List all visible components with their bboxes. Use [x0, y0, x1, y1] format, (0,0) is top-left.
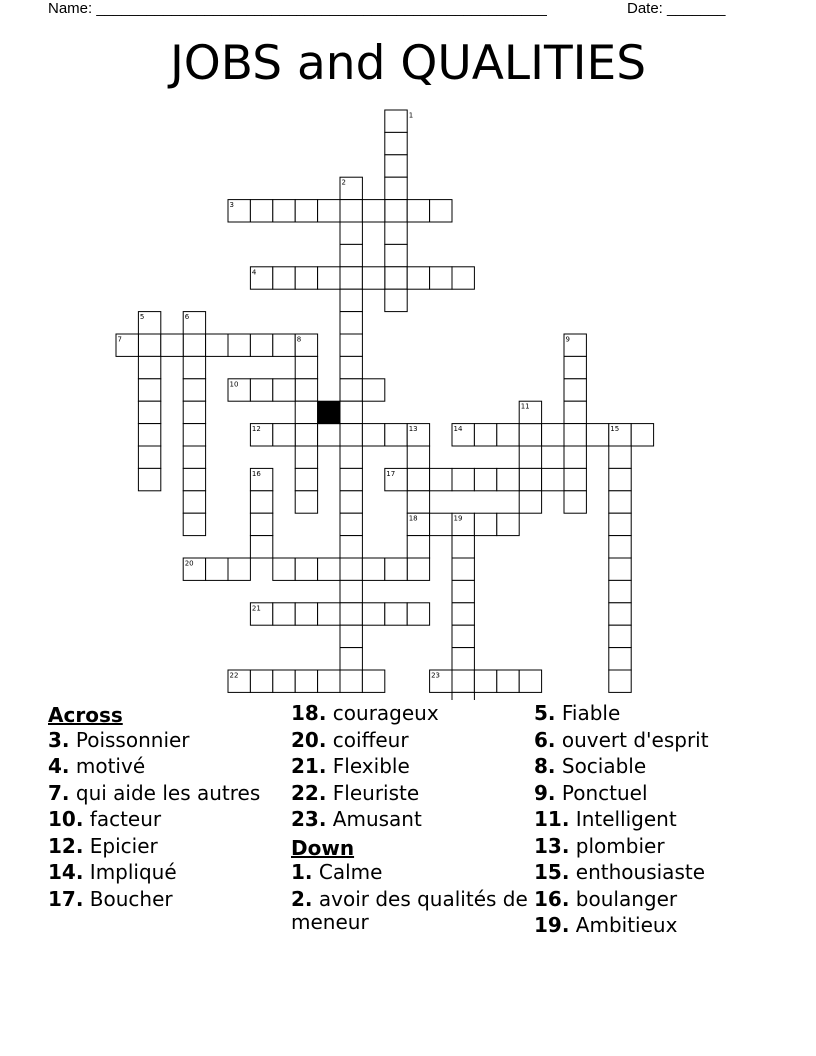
- grid-cell[interactable]: [609, 468, 631, 490]
- clue-num: 2.: [291, 886, 313, 911]
- clue-text: Sociable: [555, 754, 647, 778]
- clue-text: Boucher: [83, 886, 173, 911]
- grid-cell[interactable]: [340, 334, 362, 356]
- clue-text: enthousiaste: [569, 860, 706, 884]
- grid-cell[interactable]: [430, 468, 452, 490]
- clue-number-16: 16: [251, 469, 261, 478]
- grid-cell[interactable]: [407, 200, 429, 222]
- grid-cell[interactable]: [295, 558, 317, 580]
- grid-cell[interactable]: [609, 603, 631, 625]
- clue-text: Fleuriste: [326, 780, 420, 805]
- grid-cell[interactable]: [452, 692, 474, 700]
- clue-number-4: 4: [251, 268, 257, 277]
- clue-num: 5.: [534, 701, 556, 725]
- clue-item: [291, 861, 531, 884]
- grid-cell[interactable]: [138, 446, 160, 468]
- grid-cell[interactable]: [295, 379, 317, 401]
- grid-cell[interactable]: [250, 334, 272, 356]
- grid-cell[interactable]: [273, 424, 295, 446]
- clue-column-2: [291, 702, 531, 937]
- grid-cell[interactable]: [609, 513, 631, 535]
- clue-text: Ponctuel: [555, 780, 648, 805]
- grid-cell[interactable]: [609, 491, 631, 513]
- clue-item: [534, 861, 774, 884]
- clue-text: avoir des qualités de meneur: [291, 886, 528, 934]
- grid-cell[interactable]: [474, 670, 496, 692]
- grid-cell[interactable]: [340, 625, 362, 647]
- grid-cell[interactable]: [497, 424, 519, 446]
- grid-cell[interactable]: [295, 491, 317, 513]
- grid-cell[interactable]: [452, 670, 474, 692]
- clue-item: [534, 888, 774, 911]
- clue-text: Fiable: [555, 701, 621, 725]
- grid-cell[interactable]: [250, 536, 272, 558]
- grid-cell[interactable]: [474, 513, 496, 535]
- grid-cell[interactable]: [183, 446, 205, 468]
- clue-item: [291, 702, 531, 725]
- clue-num: 11.: [534, 807, 570, 831]
- grid-cell[interactable]: [340, 670, 362, 692]
- grid-cell[interactable]: [318, 200, 340, 222]
- clue-item: [291, 888, 531, 934]
- clue-item: [291, 808, 531, 831]
- grid-cell[interactable]: [362, 670, 384, 692]
- grid-cell[interactable]: [407, 267, 429, 289]
- grid-cell[interactable]: [385, 424, 407, 446]
- date-field-label: Date: _______: [627, 0, 726, 17]
- grid-cell[interactable]: [340, 244, 362, 266]
- clue-number-10: 10: [229, 380, 239, 389]
- clue-item: [534, 835, 774, 858]
- grid-cell[interactable]: [407, 603, 429, 625]
- grid-cell[interactable]: [407, 558, 429, 580]
- grid-cell[interactable]: [340, 513, 362, 535]
- grid-cell[interactable]: [206, 334, 228, 356]
- clue-text: qui aide les autres: [69, 780, 261, 805]
- grid-cell[interactable]: [340, 200, 362, 222]
- grid-cell[interactable]: [430, 267, 452, 289]
- grid-cell[interactable]: [385, 289, 407, 311]
- grid-cell[interactable]: [452, 648, 474, 670]
- clue-number-11: 11: [520, 402, 530, 411]
- clue-num: 23.: [291, 807, 327, 831]
- clue-item: [48, 888, 288, 911]
- grid-cell[interactable]: [474, 468, 496, 490]
- clue-text: ouvert d'esprit: [555, 727, 709, 752]
- clue-number-17: 17: [386, 469, 396, 478]
- grid-cell[interactable]: [452, 580, 474, 602]
- clue-text: Impliqué: [83, 860, 177, 884]
- grid-cell[interactable]: [407, 491, 429, 513]
- clue-number-2: 2: [341, 178, 346, 187]
- clue-number-3: 3: [229, 201, 234, 210]
- grid-cell[interactable]: [385, 155, 407, 177]
- clue-text: courageux: [326, 701, 439, 725]
- grid-cell[interactable]: [385, 200, 407, 222]
- clue-text: Poissonnier: [69, 727, 190, 752]
- grid-cell[interactable]: [183, 356, 205, 378]
- grid-cell[interactable]: [362, 603, 384, 625]
- grid-cell[interactable]: [228, 334, 250, 356]
- clue-num: 21.: [291, 754, 327, 778]
- clue-text: boulanger: [569, 886, 678, 911]
- grid-cell[interactable]: [542, 424, 564, 446]
- grid-cell[interactable]: [609, 536, 631, 558]
- clue-item: [48, 861, 288, 884]
- grid-cell[interactable]: [318, 603, 340, 625]
- grid-cell[interactable]: [340, 401, 362, 423]
- clue-num: 18.: [291, 701, 327, 725]
- clue-num: 13.: [534, 833, 570, 858]
- grid-cell[interactable]: [295, 267, 317, 289]
- grid-cell[interactable]: [452, 603, 474, 625]
- clue-item: [534, 914, 774, 937]
- grid-cell[interactable]: [609, 558, 631, 580]
- grid-cell[interactable]: [452, 625, 474, 647]
- grid-cell[interactable]: [430, 200, 452, 222]
- clue-num: 9.: [534, 780, 556, 805]
- grid-cell[interactable]: [295, 603, 317, 625]
- clue-number-8: 8: [296, 335, 302, 344]
- clue-number-18: 18: [408, 514, 418, 523]
- grid-cell[interactable]: [206, 558, 228, 580]
- clue-num: 3.: [48, 727, 70, 752]
- grid-cell[interactable]: [519, 670, 541, 692]
- clue-num: 20.: [291, 727, 327, 752]
- clue-number-14: 14: [453, 425, 463, 434]
- clue-num: 15.: [534, 860, 570, 884]
- clue-num: 8.: [534, 754, 556, 778]
- clue-num: 12.: [48, 833, 84, 858]
- clue-text: Calme: [312, 860, 383, 884]
- grid-cell[interactable]: [609, 625, 631, 647]
- grid-cell[interactable]: [340, 648, 362, 670]
- grid-cell[interactable]: [385, 132, 407, 154]
- grid-cell[interactable]: [452, 267, 474, 289]
- grid-cell[interactable]: [564, 379, 586, 401]
- clue-number-1: 1: [408, 111, 414, 120]
- grid-cell[interactable]: [519, 424, 541, 446]
- clue-num: 16.: [534, 886, 570, 911]
- grid-cell[interactable]: [183, 379, 205, 401]
- clue-number-12: 12: [251, 425, 261, 434]
- grid-cell[interactable]: [183, 334, 205, 356]
- grid-cell[interactable]: [295, 401, 317, 423]
- grid-cell[interactable]: [385, 222, 407, 244]
- clue-num: 7.: [48, 780, 70, 805]
- grid-cell[interactable]: [273, 379, 295, 401]
- grid-cell[interactable]: [385, 558, 407, 580]
- grid-cell[interactable]: [362, 558, 384, 580]
- grid-cell[interactable]: [564, 401, 586, 423]
- grid-cell[interactable]: [497, 670, 519, 692]
- grid-cell[interactable]: [318, 670, 340, 692]
- grid-cell[interactable]: [497, 513, 519, 535]
- clue-text: facteur: [83, 807, 162, 831]
- clue-num: 10.: [48, 807, 84, 831]
- grid-cell[interactable]: [183, 491, 205, 513]
- grid-cell[interactable]: [407, 446, 429, 468]
- down-heading: Down: [291, 835, 355, 860]
- grid-cell[interactable]: [340, 424, 362, 446]
- grid-cell[interactable]: [609, 580, 631, 602]
- grid-cell[interactable]: [385, 603, 407, 625]
- grid-cell[interactable]: [295, 670, 317, 692]
- grid-cell[interactable]: [250, 491, 272, 513]
- grid-cell[interactable]: [295, 446, 317, 468]
- grid-cell[interactable]: [183, 401, 205, 423]
- grid-cell[interactable]: [340, 468, 362, 490]
- grid-cell[interactable]: [138, 334, 160, 356]
- grid-cell[interactable]: [138, 379, 160, 401]
- grid-cell[interactable]: [138, 468, 160, 490]
- grid-cell[interactable]: [273, 670, 295, 692]
- clue-num: 19.: [534, 913, 570, 937]
- clue-item: [534, 729, 774, 752]
- grid-cell[interactable]: [407, 468, 429, 490]
- clue-text: Amusant: [326, 807, 422, 831]
- clue-num: 6.: [534, 727, 556, 752]
- clue-number-20: 20: [184, 559, 194, 568]
- grid-cell[interactable]: [161, 334, 183, 356]
- grid-cell[interactable]: [609, 446, 631, 468]
- grid-cell[interactable]: [295, 356, 317, 378]
- grid-cell[interactable]: [452, 468, 474, 490]
- grid-cell[interactable]: [497, 468, 519, 490]
- grid-cell[interactable]: [564, 446, 586, 468]
- grid-cell[interactable]: [362, 424, 384, 446]
- clue-item: [291, 729, 531, 752]
- grid-cell[interactable]: [340, 312, 362, 334]
- grid-cell[interactable]: [318, 558, 340, 580]
- page-title: JOBS and QUALITIES: [169, 36, 647, 91]
- clue-text: Ambitieux: [569, 913, 678, 937]
- grid-cell[interactable]: [250, 670, 272, 692]
- clue-number-5: 5: [139, 313, 145, 322]
- grid-cell[interactable]: [430, 513, 452, 535]
- grid-cell[interactable]: [586, 424, 608, 446]
- clue-item: [534, 782, 774, 805]
- grid-cell[interactable]: [407, 536, 429, 558]
- clue-item: [534, 808, 774, 831]
- grid-cell[interactable]: [631, 424, 653, 446]
- clue-item: [534, 755, 774, 778]
- grid-cell[interactable]: [295, 424, 317, 446]
- name-field-label: Name: ______________________________________________________: [48, 0, 547, 17]
- grid-cell[interactable]: [250, 379, 272, 401]
- grid-cell-black: [318, 401, 340, 423]
- clue-item: [48, 755, 288, 778]
- grid-cell[interactable]: [340, 580, 362, 602]
- grid-cell[interactable]: [138, 356, 160, 378]
- clue-number-23: 23: [431, 671, 441, 680]
- across-heading: Across: [48, 703, 123, 727]
- grid-cell[interactable]: [273, 267, 295, 289]
- clue-number-21: 21: [251, 604, 261, 613]
- clue-number-19: 19: [453, 514, 463, 523]
- grid-cell[interactable]: [340, 536, 362, 558]
- grid-cell[interactable]: [519, 446, 541, 468]
- clue-text: motivé: [69, 754, 146, 778]
- grid-cell[interactable]: [362, 200, 384, 222]
- clue-number-7: 7: [117, 335, 122, 344]
- clue-num: 4.: [48, 754, 70, 778]
- grid-cell[interactable]: [519, 491, 541, 513]
- grid-cell[interactable]: [273, 603, 295, 625]
- grid-cell[interactable]: [362, 379, 384, 401]
- grid-cell[interactable]: [318, 424, 340, 446]
- grid-cell[interactable]: [385, 267, 407, 289]
- grid-cell[interactable]: [452, 536, 474, 558]
- clue-item: [48, 835, 288, 858]
- grid-cell[interactable]: [385, 110, 407, 132]
- grid-cell[interactable]: [340, 267, 362, 289]
- grid-cell[interactable]: [295, 200, 317, 222]
- clue-text: Flexible: [326, 754, 410, 778]
- grid-cell[interactable]: [340, 289, 362, 311]
- grid-cell[interactable]: [542, 468, 564, 490]
- clue-column-3: [534, 702, 774, 941]
- grid-cell[interactable]: [183, 424, 205, 446]
- clue-num: 22.: [291, 780, 327, 805]
- grid-cell[interactable]: [340, 222, 362, 244]
- grid-cell[interactable]: [609, 670, 631, 692]
- grid-cell[interactable]: [385, 244, 407, 266]
- clue-num: 14.: [48, 860, 84, 884]
- grid-cell[interactable]: [138, 401, 160, 423]
- grid-cell[interactable]: [609, 648, 631, 670]
- grid-cell[interactable]: [340, 379, 362, 401]
- clue-item: [48, 729, 288, 752]
- grid-cell[interactable]: [273, 558, 295, 580]
- grid-cell[interactable]: [273, 334, 295, 356]
- grid-cell[interactable]: [183, 513, 205, 535]
- clue-number-9: 9: [565, 335, 570, 344]
- grid-cell[interactable]: [340, 558, 362, 580]
- grid-cell[interactable]: [474, 424, 496, 446]
- grid-cell[interactable]: [564, 491, 586, 513]
- grid-cell[interactable]: [273, 200, 295, 222]
- clue-num: 17.: [48, 886, 84, 911]
- clue-item: [48, 808, 288, 831]
- clue-item: [534, 702, 774, 725]
- grid-cell[interactable]: [340, 356, 362, 378]
- clue-number-6: 6: [184, 313, 190, 322]
- clue-text: coiffeur: [326, 727, 409, 752]
- grid-cell[interactable]: [564, 468, 586, 490]
- clue-text: Intelligent: [569, 807, 677, 831]
- grid-cell[interactable]: [564, 424, 586, 446]
- grid-cell[interactable]: [519, 468, 541, 490]
- clue-num: 1.: [291, 860, 313, 884]
- grid-cell[interactable]: [564, 356, 586, 378]
- grid-cell[interactable]: [138, 424, 160, 446]
- grid-cell[interactable]: [250, 200, 272, 222]
- clue-text: Epicier: [83, 833, 158, 858]
- clue-number-22: 22: [229, 671, 239, 680]
- grid-cell[interactable]: [318, 267, 340, 289]
- grid-cell[interactable]: [228, 558, 250, 580]
- clue-number-15: 15: [610, 425, 620, 434]
- grid-cell[interactable]: [295, 468, 317, 490]
- clue-item: [291, 782, 531, 805]
- grid-cell[interactable]: [250, 513, 272, 535]
- grid-cell[interactable]: [340, 491, 362, 513]
- clue-text: plombier: [569, 833, 665, 858]
- grid-cell[interactable]: [362, 267, 384, 289]
- grid-cell[interactable]: [385, 177, 407, 199]
- grid-cell[interactable]: [452, 558, 474, 580]
- grid-cell[interactable]: [340, 603, 362, 625]
- grid-cell[interactable]: [183, 468, 205, 490]
- grid-cell[interactable]: [340, 446, 362, 468]
- clue-item: [291, 755, 531, 778]
- clue-number-13: 13: [408, 425, 418, 434]
- clue-column-1: [48, 702, 288, 914]
- clue-item: [48, 782, 288, 805]
